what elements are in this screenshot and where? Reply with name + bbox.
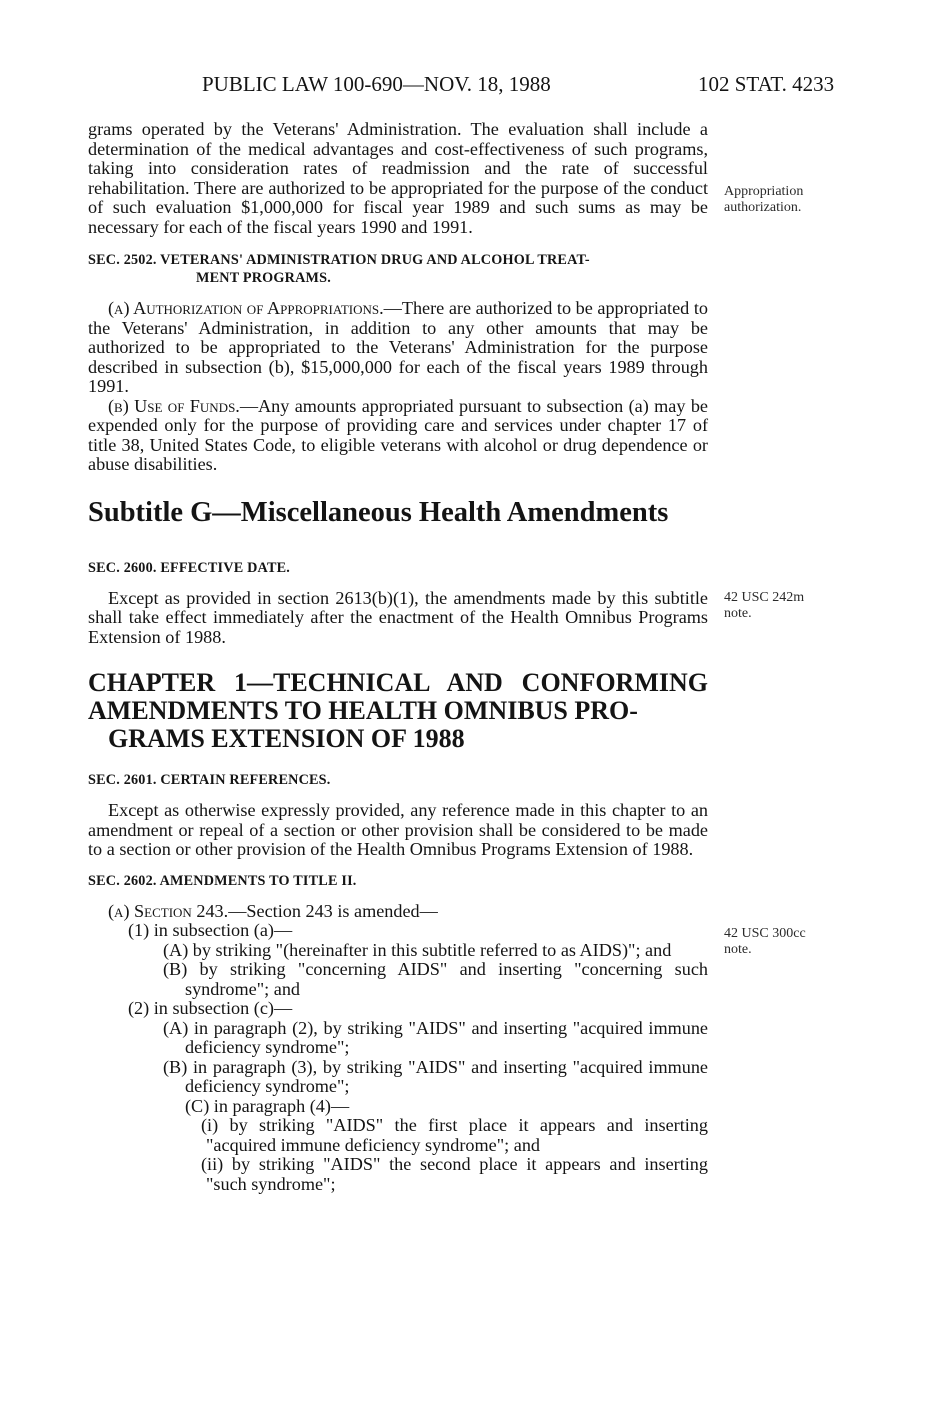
subsection-2502-b: (b) Use of Funds.—Any amounts appropriated pursuant to subsection (a) may be expended only for the purpose of providing care and services under chapter 17 of title 38, United States Code, to eligible veterans with alcohol or drug dependence or abuse disabilities. [88, 395, 708, 474]
section-2600-heading: SEC. 2600. EFFECTIVE DATE. [88, 559, 291, 576]
subtitle-g-heading: Subtitle G—Miscellaneous Health Amendments [88, 496, 669, 528]
public-law-heading: PUBLIC LAW 100-690—NOV. 18, 1988 [202, 72, 551, 96]
item-2-c-i: (i) by striking "AIDS" the first place it appears and inserting "acquired immune deficiency syndrome"; and [201, 1115, 708, 1155]
item-1-a: (A) by striking "(hereinafter in this subtitle referred to as AIDS)"; and [163, 939, 672, 960]
margin-note-usc-242m: 42 USC 242m note. [724, 590, 805, 621]
margin-note-usc-300cc: 42 USC 300cc note. [724, 926, 806, 957]
item-2-a: (A) in paragraph (2), by striking "AIDS" and inserting "acquired immune deficiency syndrome"; [163, 1017, 708, 1057]
section-2601-text: Except as otherwise expressly provided, any reference made in this chapter to an amendment or repeal of a section or other provision shall be considered to be made to a section or other provision of the Health Omnibus Programs Extension of 1988. [88, 800, 708, 859]
item-2-b: (B) in paragraph (3), by striking "AIDS" and inserting "acquired immune deficiency syndrome"; [163, 1056, 708, 1096]
chapter-1-heading: CHAPTER 1—TECHNICAL AND CONFORMING AMENDMENTS TO HEALTH OMNIBUS PRO- GRAMS EXTENSION OF 1988 [88, 668, 708, 753]
item-2-c: (C) in paragraph (4)— [185, 1095, 350, 1116]
item-2-c-ii: (ii) by striking "AIDS" the second place it appears and inserting "such syndrome"; [201, 1154, 708, 1194]
subsection-2502-a: (a) Authorization of Appropriations.—There are authorized to be appropriated to the Veterans' Administration, in addition to any other amounts that may be authorized to be appropriated to the Veterans' Administration for the purpose described in subsection (b), $15,000,000 for each of the fiscal years 1989 through 1991. [88, 298, 708, 396]
margin-note-appropriation: Appropriation authorization. [724, 184, 804, 215]
section-2602-a: (a) Section 243.—Section 243 is amended— [108, 900, 438, 921]
item-2: (2) in subsection (c)— [128, 998, 293, 1018]
section-2601-heading: SEC. 2601. CERTAIN REFERENCES. [88, 772, 331, 788]
stat-page-number: 102 STAT. 4233 [698, 72, 835, 96]
body-text [88, 120, 708, 1194]
section-2502-heading: SEC. 2502. VETERANS' ADMINISTRATION DRUG AND ALCOHOL TREAT- MENT PROGRAMS. [88, 252, 590, 286]
running-header [0, 72, 944, 102]
section-2602-heading: SEC. 2602. AMENDMENTS TO TITLE II. [88, 872, 357, 889]
item-1-b: (B) by striking "concerning AIDS" and inserting "concerning such syndrome"; and [163, 959, 708, 999]
item-1: (1) in subsection (a)— [128, 920, 293, 940]
section-2600-text: Except as provided in section 2613(b)(1), the amendments made by this subtitle shall take effect immediately after the enactment of the Health Omnibus Programs Extension of 1988. [88, 587, 708, 647]
paragraph-evaluation: grams operated by the Veterans' Administration. The evaluation shall include a determination of the medical advantages and cost-effectiveness of such programs, taking into consideration rates of readmission and the rate of successful rehabilitation. There are authorized to be appropriated for the purpose of the conduct of such evaluation $1,000,000 for fiscal year 1989 and such sums as may be necessary for each of the fiscal years 1990 and 1991. [88, 119, 708, 237]
